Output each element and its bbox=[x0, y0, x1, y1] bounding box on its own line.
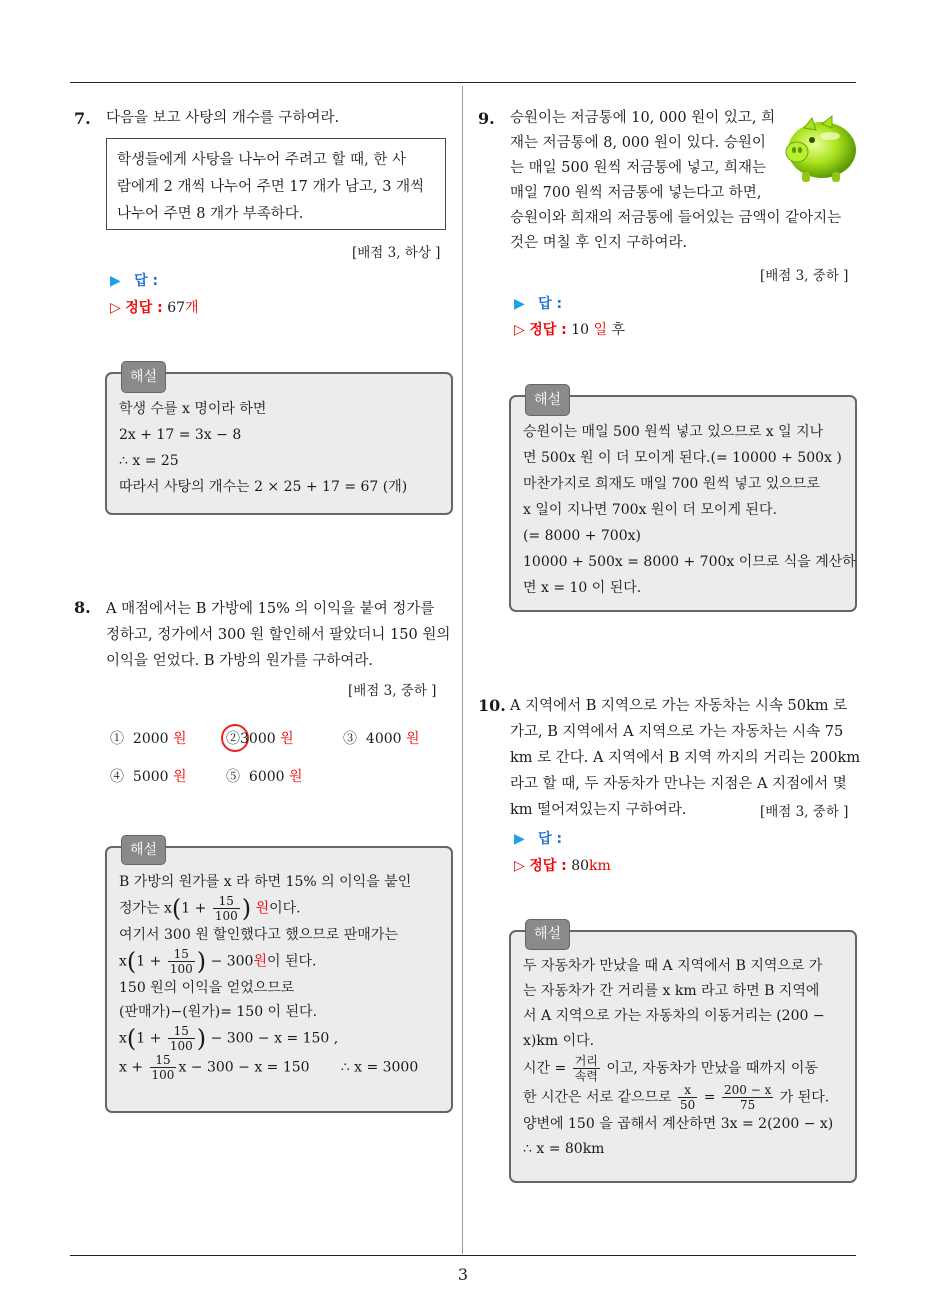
q9-question-line: 승원이와 희재의 저금통에 들어있는 금액이 같아지는 bbox=[510, 210, 842, 226]
q8-choice-5[interactable] bbox=[226, 766, 303, 786]
q10-sol-line: 양변에 150 을 곱해서 계산하면 3x = 2(200 − x) bbox=[523, 1116, 834, 1132]
sol-text: ∴ x = 3000 bbox=[340, 1059, 419, 1076]
q9-sol-line: 면 x = 10 이 된다. bbox=[523, 580, 642, 596]
choice-value: 5000 bbox=[132, 769, 169, 785]
q10-solution-box bbox=[509, 926, 857, 1183]
q8-solution-box bbox=[105, 842, 453, 1113]
frac-num: x bbox=[678, 1083, 697, 1098]
q8-sol-line: x(1 + $\frac{15}{100}$ ) − 300원이 된다. bbox=[119, 947, 317, 976]
q8-sol-line: x(1 + $\frac{15}{100}$ ) − 300 − x = 150 , bbox=[119, 1024, 339, 1053]
q10-correct-row bbox=[514, 856, 611, 876]
q8-question-line: 정하고, 정가에서 300 원 할인해서 팔았더니 150 원의 bbox=[106, 627, 451, 643]
q7-box-line: 학생들에게 사탕을 나누어 주려고 할 때, 한 사 bbox=[117, 152, 406, 168]
q7-sol-line: 따라서 사탕의 개수는 2 × 25 + 17 = 67 (개) bbox=[119, 479, 408, 495]
q10-sol-line: 두 자동차가 만났을 때 A 지역에서 B 지역으로 가 bbox=[523, 958, 823, 974]
frac-num: 200 − x bbox=[723, 1083, 772, 1097]
q10-sol-line: 서 A 지역으로 가는 자동차의 이동거리는 (200 − bbox=[523, 1008, 825, 1024]
q10-question-line: km 떨어져있는지 구하여라. bbox=[510, 802, 687, 818]
fraction bbox=[573, 1054, 600, 1083]
sol-text: 1 + bbox=[181, 900, 207, 917]
q8-meta: [배점 3, 중하 ] bbox=[348, 683, 437, 699]
choice-unit: 원 bbox=[173, 731, 187, 747]
q9-sol-line: 면 500x 원 이 더 모이게 된다.(= 10000 + 500x ) bbox=[523, 450, 842, 466]
sol-text: − 300 bbox=[210, 953, 254, 970]
q10-correct-value: 80 bbox=[571, 858, 590, 874]
q7-answer-row bbox=[110, 271, 158, 291]
q9-question-line: 매일 700 원씩 저금통에 넣는다고 하면, bbox=[510, 185, 762, 201]
fraction bbox=[168, 1024, 195, 1053]
frac-den: 속력 bbox=[574, 1069, 598, 1083]
frac-num: 15 bbox=[213, 894, 240, 909]
answer-arrow-icon: ▶ bbox=[110, 273, 121, 289]
q7-box-line: 나누어 주면 8 개가 부족하다. bbox=[117, 206, 304, 222]
choice-mark: ① bbox=[110, 731, 124, 747]
sol-text: 한 시간은 서로 같으므로 bbox=[523, 1089, 672, 1106]
frac-num: 15 bbox=[168, 1024, 195, 1039]
q8-choice-2[interactable] bbox=[226, 728, 294, 748]
sol-text: 이고, 자동차가 만났을 때까지 이동 bbox=[606, 1060, 818, 1077]
fraction bbox=[678, 1083, 697, 1112]
q9-question-line: 는 매일 500 원씩 저금통에 넣고, 희재는 bbox=[510, 160, 767, 176]
correct-arrow-icon: ▷ bbox=[110, 300, 121, 316]
frac-den: 100 bbox=[214, 909, 238, 923]
q8-choice-4[interactable] bbox=[110, 766, 187, 786]
q10-solution-tag: 해설 bbox=[525, 919, 570, 950]
q8-choice-1[interactable] bbox=[110, 728, 187, 748]
choice-unit: 원 bbox=[289, 769, 303, 785]
q10-answer-row bbox=[514, 829, 562, 849]
q7-sol-line: ∴ x = 25 bbox=[119, 453, 179, 469]
choice-value: 3000 bbox=[240, 731, 276, 747]
q7-answer-label: 답 : bbox=[134, 273, 159, 289]
q10-sol-line: 는 자동차가 간 거리를 x km 라고 하면 B 지역에 bbox=[523, 983, 820, 999]
frac-num: 거리 bbox=[574, 1054, 598, 1068]
sol-text: 가 된다. bbox=[779, 1089, 830, 1106]
q7-sol-line: 학생 수를 x 명이라 하면 bbox=[119, 401, 267, 417]
q10-question-line: A 지역에서 B 지역으로 가는 자동차는 시속 50km 로 bbox=[510, 698, 848, 714]
q8-sol-line: 여기서 300 원 할인했다고 했으므로 판매가는 bbox=[119, 927, 398, 943]
q7-box-line: 람에게 2 개씩 나누어 주면 17 개가 남고, 3 개씩 bbox=[117, 179, 425, 195]
sol-text: = bbox=[703, 1089, 716, 1106]
q7-meta: [배점 3, 하상 ] bbox=[352, 245, 441, 261]
sol-text: x + bbox=[119, 1059, 144, 1076]
q9-answer-row bbox=[514, 294, 562, 314]
sol-text: 정가는 x bbox=[119, 900, 172, 917]
q10-sol-line bbox=[523, 1054, 843, 1083]
q10-question-line: km 로 간다. A 지역에서 B 지역 까지의 거리는 200km bbox=[510, 750, 861, 766]
q7-question: 다음을 보고 사탕의 개수를 구하여라. bbox=[106, 110, 340, 126]
sol-unit: 원 bbox=[253, 953, 267, 970]
q7-correct-value: 67 bbox=[167, 300, 186, 316]
q9-question-line: 승원이는 저금통에 10, 000 원이 있고, 희 bbox=[510, 110, 776, 126]
sol-text: 시간 = bbox=[523, 1060, 567, 1077]
q9-question-line: 것은 며칠 후 인지 구하여라. bbox=[510, 235, 688, 251]
sol-text: x bbox=[119, 953, 127, 970]
answer-arrow-icon: ▶ bbox=[514, 831, 525, 847]
q7-correct-row bbox=[110, 298, 199, 318]
sol-text: 1 + bbox=[136, 953, 162, 970]
choice-unit: 원 bbox=[406, 731, 420, 747]
frac-den: 100 bbox=[169, 1039, 193, 1053]
q8-sol-line: 150 원의 이익을 얻었으므로 bbox=[119, 980, 295, 996]
choice-value: 4000 bbox=[365, 731, 402, 747]
q8-sol-line bbox=[119, 1053, 439, 1082]
choice-value: 6000 bbox=[248, 769, 285, 785]
choice-mark: ② bbox=[226, 731, 240, 747]
frac-num: 15 bbox=[168, 947, 195, 962]
q9-number: 9. bbox=[478, 109, 495, 128]
q9-sol-line: (= 8000 + 700x) bbox=[523, 528, 641, 544]
q9-meta: [배점 3, 중하 ] bbox=[760, 268, 849, 284]
q10-number: 10. bbox=[478, 696, 506, 715]
sol-text: x bbox=[119, 1030, 127, 1047]
q9-correct-suffix: 후 bbox=[611, 322, 626, 338]
q8-question bbox=[106, 596, 450, 674]
choice-mark: ⑤ bbox=[226, 769, 240, 785]
q8-sol-line: B 가방의 원가를 x 라 하면 15% 의 이익을 붙인 bbox=[119, 874, 412, 890]
q9-solution-tag: 해설 bbox=[525, 384, 570, 416]
q8-question-line: 이익을 얻었다. B 가방의 원가를 구하여라. bbox=[106, 653, 374, 669]
sol-text: x − 300 − x = 150 bbox=[178, 1059, 310, 1076]
fraction bbox=[168, 947, 195, 976]
sol-text: 이다. bbox=[269, 900, 301, 917]
q10-meta: [배점 3, 중하 ] bbox=[760, 804, 849, 820]
choice-mark: ③ bbox=[343, 731, 357, 747]
q8-sol-line: (판매가)−(원가)= 150 이 된다. bbox=[119, 1004, 318, 1020]
q10-correct-label: 정답 : bbox=[529, 858, 567, 874]
q8-question-line: A 매점에서는 B 가방에 15% 의 이익을 붙여 정가를 bbox=[106, 601, 435, 617]
choice-unit: 원 bbox=[173, 769, 187, 785]
sol-text: − 300 − x = 150 , bbox=[210, 1030, 339, 1047]
q10-sol-line: x)km 이다. bbox=[523, 1033, 595, 1049]
q7-number: 7. bbox=[74, 109, 91, 128]
column-divider bbox=[462, 86, 463, 1254]
q7-solution-tag: 해설 bbox=[121, 361, 166, 393]
q10-question-line: 가고, B 지역에서 A 지역으로 가는 자동차는 시속 75 bbox=[510, 724, 844, 740]
q8-number: 8. bbox=[74, 598, 91, 617]
q9-sol-line: 10000 + 500x = 8000 + 700x 이므로 식을 계산하 bbox=[523, 554, 856, 570]
choice-mark: ④ bbox=[110, 769, 124, 785]
q9-correct-unit: 일 bbox=[593, 322, 608, 338]
q9-correct-label: 정답 : bbox=[529, 322, 567, 338]
q8-solution-tag: 해설 bbox=[121, 835, 166, 865]
sol-text: 이 된다. bbox=[267, 953, 317, 970]
q10-answer-label: 답 : bbox=[538, 831, 563, 847]
frac-num: 15 bbox=[150, 1053, 177, 1068]
top-rule bbox=[70, 82, 856, 83]
answer-arrow-icon: ▶ bbox=[514, 296, 525, 312]
q7-solution-box bbox=[105, 369, 453, 515]
correct-arrow-icon: ▷ bbox=[514, 858, 525, 874]
q9-sol-line: 마찬가지로 희재도 매일 700 원씩 넣고 있으므로 bbox=[523, 476, 820, 492]
q9-sol-line: 승원이는 매일 500 원씩 넣고 있으므로 x 일 지나 bbox=[523, 424, 824, 440]
q9-answer-label: 답 : bbox=[538, 296, 563, 312]
q10-correct-unit: km bbox=[589, 858, 611, 874]
frac-den: 75 bbox=[740, 1098, 756, 1112]
choice-unit: 원 bbox=[280, 731, 294, 747]
q7-sol-line: 2x + 17 = 3x − 8 bbox=[119, 427, 242, 443]
sol-text: 1 + bbox=[136, 1030, 162, 1047]
q10-question-line: 라고 할 때, 두 자동차가 만나는 지점은 A 지점에서 몇 bbox=[510, 776, 847, 792]
frac-den: 100 bbox=[151, 1068, 175, 1082]
page-number: 3 bbox=[457, 1265, 469, 1284]
q10-sol-line bbox=[523, 1083, 843, 1112]
q7-correct-unit: 개 bbox=[185, 300, 199, 316]
fraction bbox=[150, 1053, 177, 1082]
correct-arrow-icon: ▷ bbox=[514, 322, 525, 338]
q8-sol-line: 정가는 x(1 + $\frac{15}{100}$ ) 원이다. bbox=[119, 894, 301, 923]
q9-question-line: 재는 저금통에 8, 000 원이 있다. 승원이 bbox=[510, 135, 766, 151]
choice-value: 2000 bbox=[132, 731, 169, 747]
sol-unit: 원 bbox=[255, 900, 270, 917]
piggy-bank-image bbox=[782, 110, 860, 186]
q7-correct-label: 정답 : bbox=[125, 300, 163, 316]
fraction bbox=[722, 1083, 773, 1112]
frac-den: 100 bbox=[169, 962, 193, 976]
q9-sol-line: x 일이 지나면 700x 원이 더 모이게 된다. bbox=[523, 502, 777, 518]
q8-choice-3[interactable] bbox=[343, 728, 420, 748]
q9-correct-row bbox=[514, 320, 625, 340]
frac-den: 50 bbox=[680, 1098, 696, 1112]
bottom-rule bbox=[70, 1255, 856, 1256]
q7-condition-box bbox=[106, 138, 446, 230]
q9-correct-value: 10 bbox=[571, 322, 590, 338]
q10-sol-line: ∴ x = 80km bbox=[523, 1141, 605, 1157]
q9-solution-box bbox=[509, 392, 857, 612]
fraction bbox=[213, 894, 240, 923]
